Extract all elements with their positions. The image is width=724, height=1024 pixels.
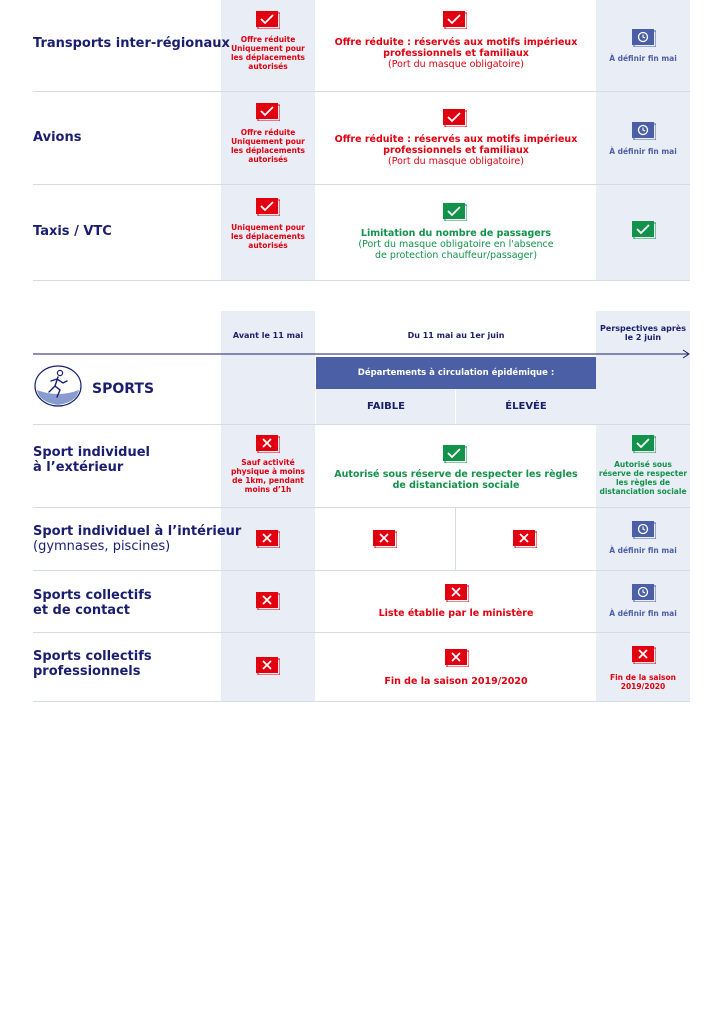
red-check-icon: [443, 11, 467, 29]
sports-before-text: Sauf activité physique à moins de 1km, pendant moins d’1h: [230, 458, 306, 494]
clock-icon: [632, 521, 656, 539]
sports-during-line2: de distanciation sociale: [392, 480, 520, 491]
transport-row-label: Taxis / VTC: [33, 224, 112, 239]
sports-section-title: SPORTS: [92, 381, 155, 397]
transport-during-line1: Offre réduite : réservés aux motifs impérieux: [334, 37, 578, 48]
faible-header: FAIBLE: [367, 401, 405, 412]
epidemic-band-label: Départements à circulation épidémique :: [357, 368, 555, 378]
green-check-icon: [632, 221, 656, 239]
sports-row-label: Sports collectifs: [33, 649, 152, 664]
sports-after-text: À définir fin mai: [609, 609, 677, 618]
transport-before-text: Offre réduite Uniquement pour les déplacements autorisés: [230, 35, 305, 71]
transport-after-text: À définir fin mai: [609, 54, 677, 63]
sports-after-text: Autorisé sous réserve de respecter les règles de distanciation sociale: [598, 460, 688, 496]
red-cross-icon: [256, 530, 280, 548]
sports-after-text: Fin de la saison 2019/2020: [609, 673, 676, 691]
transport-during-line3: (Port du masque obligatoire): [388, 156, 524, 167]
transport-after-text: À définir fin mai: [609, 147, 677, 156]
clock-icon: [632, 29, 656, 47]
header-before: Avant le 11 mai: [232, 331, 304, 340]
clock-icon: [632, 122, 656, 140]
sports-after-column-bg: [596, 311, 690, 701]
divider: [33, 507, 690, 508]
divider: [33, 91, 690, 92]
sports-during-line1: Fin de la saison 2019/2020: [384, 676, 528, 687]
transport-during-line2: professionnels et familiaux: [383, 48, 529, 59]
sports-after-text: À définir fin mai: [609, 546, 677, 555]
runner-icon: [33, 364, 83, 408]
red-check-icon: [256, 198, 280, 216]
sports-row-label: et de contact: [33, 603, 131, 618]
sports-row-label: professionnels: [33, 664, 141, 679]
transport-row-label: Avions: [33, 130, 82, 145]
red-cross-icon: [445, 584, 469, 602]
green-check-icon: [443, 445, 467, 463]
transport-during-line2: professionnels et familiaux: [383, 145, 529, 156]
header-during: Du 11 mai au 1er juin: [407, 331, 505, 340]
red-cross-icon: [373, 530, 397, 548]
divider: [455, 507, 456, 570]
divider: [33, 701, 690, 702]
transport-before-text: Offre réduite Uniquement pour les déplacements autorisés: [230, 128, 305, 164]
divider: [33, 632, 690, 633]
red-cross-icon: [256, 657, 280, 675]
transport-during-line1: Limitation du nombre de passagers: [360, 228, 552, 239]
sports-row-label: Sport individuel: [33, 445, 150, 460]
transport-before-text: Uniquement pour les déplacements autorisés: [230, 223, 305, 250]
transport-during-line3: de protection chauffeur/passager): [374, 250, 538, 261]
sports-before-column-bg: [221, 311, 315, 701]
elevee-header: ÉLEVÉE: [505, 401, 547, 412]
red-cross-icon: [256, 435, 280, 453]
red-check-icon: [443, 109, 467, 127]
divider: [33, 570, 690, 571]
red-check-icon: [256, 103, 280, 121]
red-cross-icon: [513, 530, 537, 548]
divider: [33, 424, 690, 425]
transport-during-line1: Offre réduite : réservés aux motifs impérieux: [334, 134, 578, 145]
transport-row-label: Transports inter-régionaux: [33, 36, 230, 51]
divider: [33, 184, 690, 185]
red-cross-icon: [445, 649, 469, 667]
sports-row-label: Sport individuel à l’intérieur: [33, 524, 242, 539]
red-cross-icon: [256, 592, 280, 610]
transport-during-line3: (Port du masque obligatoire): [388, 59, 524, 70]
clock-icon: [632, 584, 656, 602]
divider: [33, 280, 690, 281]
sports-row-label: (gymnases, piscines): [33, 539, 171, 554]
green-check-icon: [443, 203, 467, 221]
red-cross-icon: [632, 646, 656, 664]
transport-during-line2: (Port du masque obligatoire en l'absence: [358, 239, 554, 250]
sports-during-line1: Autorisé sous réserve de respecter les règles: [334, 469, 578, 480]
sports-row-label: à l’extérieur: [33, 460, 124, 475]
header-after: Perspectives après le 2 juin: [600, 324, 686, 342]
sports-during-line1: Liste établie par le ministère: [378, 608, 534, 619]
red-check-icon: [256, 11, 280, 29]
green-check-icon: [632, 435, 656, 453]
sports-row-label: Sports collectifs: [33, 588, 152, 603]
